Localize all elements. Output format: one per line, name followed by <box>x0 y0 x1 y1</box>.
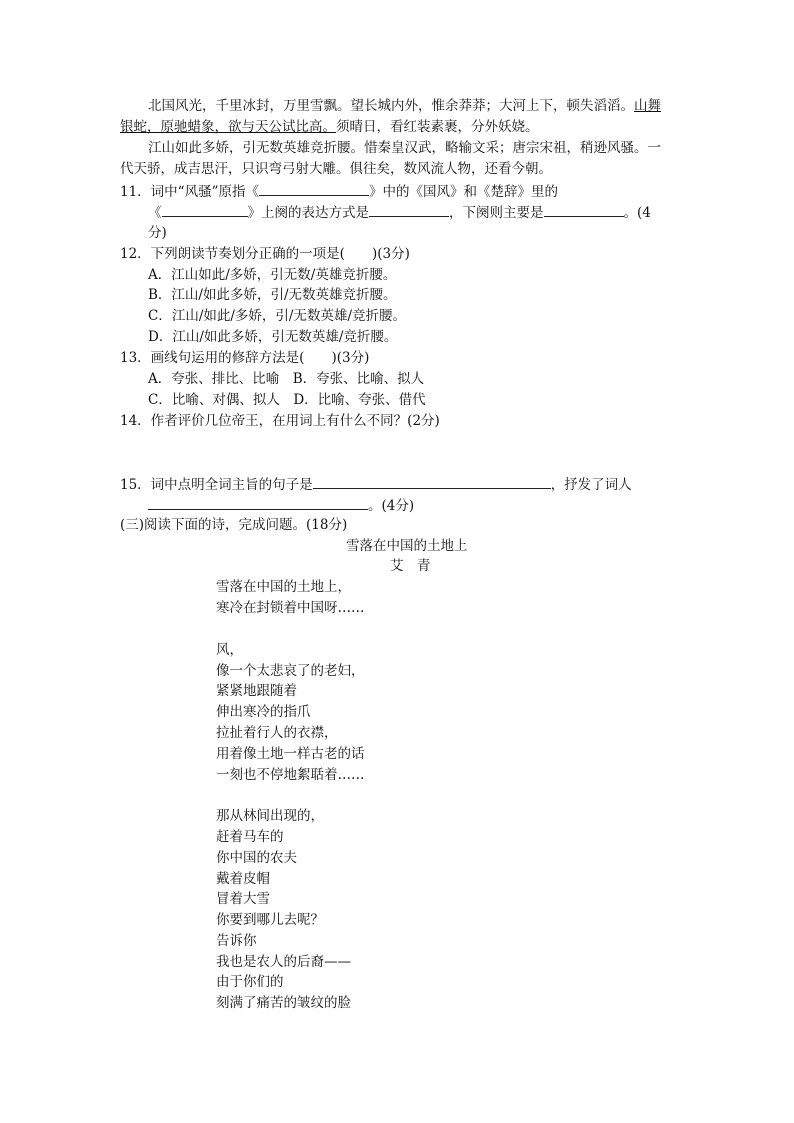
poem-line: 一刻也不停地絮聒着…… <box>216 767 365 783</box>
answer-blank[interactable] <box>259 181 369 196</box>
question-12-stem: 12．下列朗读节奏划分正确的一项是( )(3分) <box>120 246 410 262</box>
answer-blank[interactable] <box>369 202 449 217</box>
option-d: D．江山/如此多娇，引无数英雄/竞折腰。 <box>148 329 398 345</box>
question-15: 15．词中点明全词主旨的句子是 ，抒发了词人 <box>120 474 632 495</box>
poem-line: 拉扯着行人的衣襟， <box>216 725 338 741</box>
passage-text: 北国风光，千里冰封，万里雪飘。望长城内外，惟余莽莽；大河上下，顿失滔滔。 <box>148 98 634 114</box>
answer-blank[interactable] <box>544 202 624 217</box>
option-b: B．江山/如此多娇，引/无数英雄竞折腰。 <box>148 287 397 303</box>
underlined-sentence: 山舞 <box>634 98 661 114</box>
options-row-1: A．夸张、排比、比喻 B．夸张、比喻、拟人 <box>148 371 425 387</box>
poem-line: 伸出寒冷的指爪 <box>216 704 311 720</box>
poem-title: 雪落在中国的土地上 <box>346 538 468 554</box>
poem-line: 由于你们的 <box>216 974 284 990</box>
answer-blank[interactable] <box>162 202 248 217</box>
poem-line: 冒着大雪 <box>216 891 270 907</box>
answer-blank[interactable] <box>148 495 368 510</box>
section-heading: (三)阅读下面的诗，完成问题。(18分) <box>120 517 348 533</box>
question-11: 11．词中“风骚”原指《 》中的《国风》和《楚辞》里的 <box>120 181 558 202</box>
poem-line: 戴着皮帽 <box>216 871 270 887</box>
options-row-2: C．比喻、对偶、拟人 D．比喻、夸张、借代 <box>148 392 426 408</box>
answer-blank[interactable] <box>313 474 551 489</box>
underlined-sentence: 银蛇，原驰蜡象，欲与天公试比高。 <box>120 119 336 135</box>
question-14-stem: 14．作者评价几位帝王，在用词上有什么不同？(2分) <box>120 413 440 429</box>
poem-line: 寒冷在封锁着中国呀…… <box>216 600 365 616</box>
option-a: A．江山如此/多娇，引无数/英雄竞折腰。 <box>148 267 397 283</box>
question-13-stem: 13．画线句运用的修辞方法是( )(3分) <box>120 350 370 366</box>
question-11-line3: 分) <box>148 225 167 241</box>
poem-line: 我也是农人的后裔—— <box>216 954 351 970</box>
question-15-line2: 。(4分) <box>148 495 414 516</box>
option-c: C．江山/如此/多娇，引/无数英雄/竞折腰。 <box>148 308 407 324</box>
poem-line: 你中国的农夫 <box>216 850 297 866</box>
poem-line: 雪落在中国的土地上， <box>216 579 351 595</box>
poem-line: 紧紧地跟随着 <box>216 683 297 699</box>
poem-author: 艾 青 <box>390 558 431 574</box>
poem-line: 那从林间出现的， <box>216 808 324 824</box>
poem-line: 用着像土地一样古老的话 <box>216 746 365 762</box>
poem-line: 你要到哪儿去呢？ <box>216 912 324 928</box>
question-11-line2: 《 》上阕的表达方式是 ，下阕则主要是 。(4 <box>148 202 651 223</box>
poem-line: 告诉你 <box>216 933 257 949</box>
passage-text: 须晴日，看红装素裹，分外妖娆。 <box>336 119 539 135</box>
passage-line: 江山如此多娇，引无数英雄竞折腰。惜秦皇汉武，略输文采；唐宗宋祖，稍逊风骚。一 <box>148 140 661 156</box>
passage-line: 代天骄，成吉思汗，只识弯弓射大雕。俱往矣，数风流人物，还看今朝。 <box>120 161 552 177</box>
passage-line <box>120 117 539 137</box>
passage-line <box>148 96 661 116</box>
poem-line: 像一个太悲哀了的老妇， <box>216 663 365 679</box>
poem-line: 赶着马车的 <box>216 829 284 845</box>
poem-line: 风， <box>216 642 243 658</box>
poem-line: 刻满了痛苦的皱纹的脸 <box>216 995 351 1011</box>
